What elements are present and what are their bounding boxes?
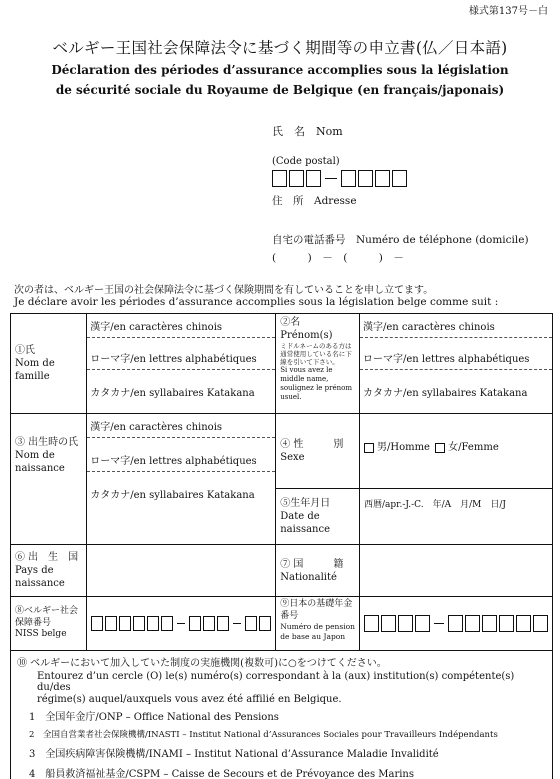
birth-country-label-cell: ⑥ 出 生 国 Pays de naissance xyxy=(11,545,87,597)
sex-label: ④ 性 別 Sexe xyxy=(280,439,344,463)
birth-country-input-cell[interactable] xyxy=(87,545,276,597)
firstname-input-cell[interactable]: 漢字/en caractères chinois ローマ字/en lettres alphabétiques カタカナ/en syllabaires Katakana xyxy=(359,314,552,414)
postal-digit-box[interactable] xyxy=(289,170,304,187)
female-label: 女/Femme xyxy=(448,442,499,453)
institutions-heading-fr1: Entourez d’un cercle (O) le(s) numéro(s) correspondant à la (aux) institution(s) compétente(s) du/des xyxy=(37,671,515,693)
institution-item[interactable]: 4 船員救済福祉基金/CSPM – Caisse de Secours et de Prévoyance des Marins xyxy=(29,769,415,779)
niss-boxes[interactable] xyxy=(91,616,271,631)
phone-format: ( ) － ( ) － xyxy=(272,252,404,264)
niss-input-cell[interactable] xyxy=(87,597,276,651)
postal-digit-box[interactable] xyxy=(392,170,407,187)
phone-label: 自宅の電話番号 Numéro de téléphone (domicile) xyxy=(272,234,529,246)
institutions-heading-fr2: régime(s) auquel/auxquels vous avez été affilié en Belgique. xyxy=(37,694,342,705)
birth-name-label-cell: ③ 出生時の氏 Nom de naissance xyxy=(11,414,87,545)
declaration-french: Je déclare avoir les périodes d’assurance accomplies sous la législation belge comme suit : xyxy=(14,296,499,308)
female-checkbox[interactable] xyxy=(435,443,445,453)
birth-date-label: ⑤生年月日 Date de naissance xyxy=(280,498,331,535)
postal-code-boxes[interactable] xyxy=(272,170,407,187)
sex-birthdate-label-cell xyxy=(276,414,360,545)
birth-name-input-cell[interactable]: 漢字/en caractères chinois ローマ字/en lettres alphabétiques カタカナ/en syllabaires Katakana xyxy=(87,414,276,545)
name-label: 氏 名 Nom xyxy=(272,125,343,138)
male-label: 男/Homme xyxy=(376,442,430,453)
postal-digit-box[interactable] xyxy=(375,170,390,187)
surname-input-cell[interactable]: 漢字/en caractères chinois ローマ字/en lettres alphabétiques カタカナ/en syllabaires Katakana xyxy=(87,314,276,414)
surname-label-cell: ①氏 Nom de famille xyxy=(11,314,87,414)
postal-digit-box[interactable] xyxy=(272,170,287,187)
title-japanese: ベルギー王国社会保障法令に基づく期間等の申立書(仏／日本語) xyxy=(52,39,508,57)
institution-item[interactable]: 3 全国疾病障害保険機構/INAMI – Institut National d’Assurance Maladie Invalidité xyxy=(29,749,439,760)
personal-info-table xyxy=(10,313,553,779)
postal-digit-box[interactable] xyxy=(358,170,373,187)
pension-number-boxes[interactable] xyxy=(364,615,548,632)
nationality-label-cell: ⑦ 国 籍 Nationalité xyxy=(276,545,360,597)
institution-item[interactable]: 2 全国自営業者社会保険機構/INASTI – Institut National d’Assurances Sociales pour Travailleurs Indépendants xyxy=(29,730,498,740)
nationality-input-cell[interactable] xyxy=(359,545,552,597)
address-label: 住 所 Adresse xyxy=(272,195,357,207)
firstname-label-cell: ②名 Prénom(s) ミドルネームのある方は通常使用している名に下線を引いて下さい。 Si vous avez le middle name, soulignez le prénom usuel. xyxy=(276,314,360,414)
postal-dash xyxy=(325,178,337,179)
institution-item[interactable]: 1 全国年金庁/ONP – Office National des Pensions xyxy=(29,712,279,723)
pension-label-cell: ⑨日本の基礎年金番号 Numéro de pension de base au Japon xyxy=(276,597,360,651)
pension-input-cell[interactable] xyxy=(359,597,552,651)
postal-digit-box[interactable] xyxy=(341,170,356,187)
birth-date-format[interactable]: 西暦/apr.-J.-C. 年/A 月/M 日/J xyxy=(363,500,507,510)
declaration-japanese: 次の者は、ベルギー王国の社会保障法令に基づく保険期間を有していることを申し立てます。 xyxy=(14,285,434,296)
male-checkbox[interactable] xyxy=(364,443,374,453)
title-french-line1: Déclaration des périodes d’assurance accomplies sous la législation xyxy=(51,63,509,77)
institutions-cell xyxy=(11,651,553,779)
postal-digit-box[interactable] xyxy=(306,170,321,187)
form-number: 様式第137号－白 xyxy=(468,6,548,17)
niss-label-cell: ⑧ベルギー社会保障番号 NISS belge xyxy=(11,597,87,651)
title-french-line2: de sécurité sociale du Royaume de Belgique (en français/japonais) xyxy=(55,83,505,97)
sex-birthdate-input-cell xyxy=(359,414,552,545)
institutions-heading-jp: ⑩ ベルギーにおいて加入していた制度の実施機関(複数可)に○をつけてください。 xyxy=(17,658,387,669)
postal-label: (Code postal) xyxy=(272,156,340,167)
